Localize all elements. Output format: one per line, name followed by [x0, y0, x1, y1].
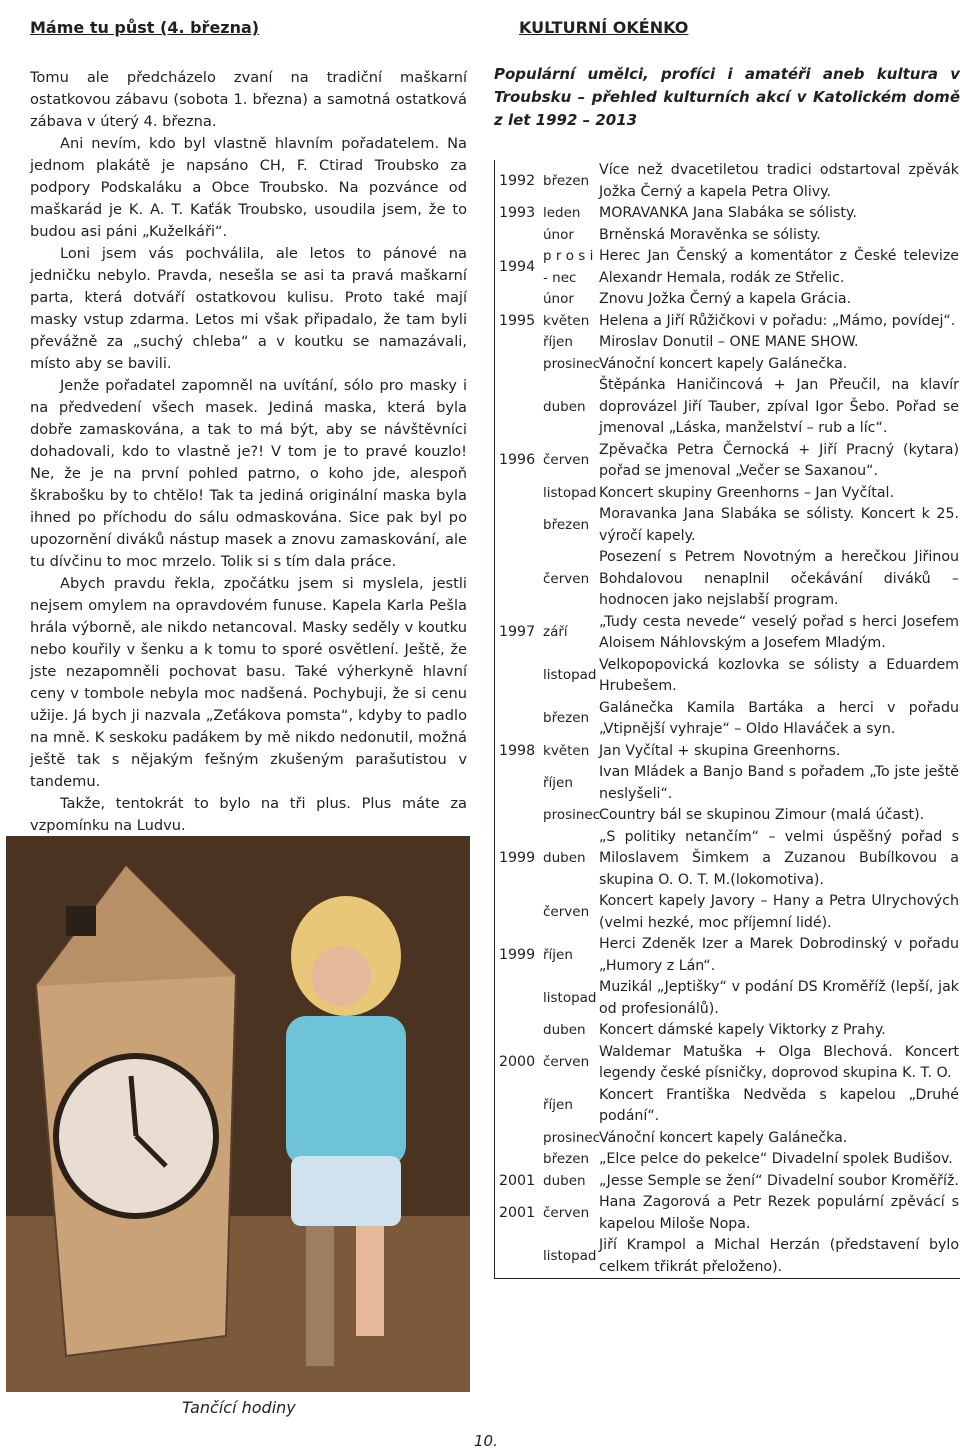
- table-row: [495, 246, 960, 289]
- table-row: [495, 741, 960, 763]
- event-cell: Hana Zagorová a Petr Rezek populární zpěvácí s kapelou Miloše Nopa.: [599, 1194, 959, 1232]
- month-cell: červen: [543, 570, 590, 587]
- table-row: [495, 289, 960, 311]
- event-cell: Ivan Mládek a Banjo Band s pořadem „To jste ještě neslyšeli“.: [599, 764, 959, 802]
- month-cell: listopad: [543, 1247, 597, 1264]
- table-row: [495, 1020, 960, 1042]
- table-row: [495, 160, 960, 203]
- year-cell: [495, 1128, 544, 1150]
- event-cell: Moravanka Jana Slabáka se sólisty. Koncert k 25. výročí kapely.: [599, 506, 959, 544]
- event-cell: Muzikál „Jeptišky“ v podání DS Kroměříž (lepší, jak od profesionálů).: [599, 979, 959, 1017]
- month-cell: listopad: [543, 989, 597, 1006]
- month-cell: říjen: [543, 946, 573, 963]
- table-row: [495, 354, 960, 376]
- year-cell: 1995: [499, 312, 536, 329]
- event-cell: Helena a Jiří Růžičkovi v pořadu: „Mámo, povídej“.: [599, 312, 956, 329]
- month-cell: duben: [543, 1022, 586, 1038]
- table-row: [495, 375, 960, 440]
- event-cell: Herec Jan Čenský a komentátor z České televize Alexandr Hemala, rodák ze Střelic.: [599, 248, 959, 286]
- month-cell: prosinec: [543, 1129, 601, 1146]
- month-cell: říjen: [543, 774, 573, 791]
- month-cell: červen: [543, 1204, 590, 1221]
- event-cell: „Tudy cesta nevede“ veselý pořad s herci Josefem Aloisem Náhlovským a Josefem Mladým.: [599, 613, 959, 651]
- event-cell: Štěpánka Haničincová + Jan Přeučil, na klavír doprovázel Jiří Tauber, zpíval Igor Šebo. Pořad se jmenoval „Láska, manželství – rub a líc“.: [599, 377, 959, 436]
- event-cell: Koncert dámské kapely Viktorky z Prahy.: [599, 1022, 886, 1038]
- event-cell: Miroslav Donutil – ONE MANE SHOW.: [599, 334, 859, 350]
- event-cell: MORAVANKA Jana Slabáka se sólisty.: [599, 205, 857, 221]
- paragraph-5: Abych pravdu řekla, zpočátku jsem si myslela, jestli nejsem omylem na opravdovém funuse. Kapela Karla Pešla hrála výborně, ale nikdo netancoval. Masky seděly v koutku nebo kouřily v šenku a k tomu to sporé osvětlení. Ještě, že jste nezapomněli pochovat basu. Také výherkyně hlavní ceny v tombole nebyla moc nadšená. Pochybuji, že si cenu užije. Já bych ji nazvala „Zeťákova pomsta“, kdyby to padlo na mně. K seskoku padákem by mě nikdo nedonutil, možná ještě tak s nějakým fešným zkušeným parašutistou v tandemu.: [30, 575, 467, 790]
- year-cell: [495, 805, 544, 827]
- year-cell: [495, 289, 544, 311]
- month-cell: březen: [543, 172, 590, 189]
- year-cell: [495, 375, 544, 440]
- month-cell: listopad: [543, 484, 597, 501]
- month-cell: říjen: [543, 1097, 573, 1114]
- month-cell: květen: [543, 742, 590, 759]
- year-cell: [495, 762, 544, 805]
- year-cell: [495, 504, 544, 547]
- year-cell: 2001: [499, 1204, 536, 1221]
- table-row: [495, 332, 960, 354]
- photo-illustration: [6, 836, 470, 1392]
- event-cell: Znovu Jožka Černý a kapela Grácia.: [599, 291, 852, 307]
- right-column: [494, 18, 960, 132]
- month-cell: červen: [543, 1054, 590, 1071]
- event-cell: Brněnská Moravěnka se sólisty.: [599, 226, 821, 243]
- year-cell: [495, 354, 544, 376]
- table-row: [495, 977, 960, 1020]
- table-row: [495, 698, 960, 741]
- month-cell: duben: [543, 850, 586, 866]
- paragraph-1: Tomu ale předcházelo zvaní na tradiční maškarní ostatkovou zábavu (sobota 1. března) a samotná ostatková zábava v úterý 4. března.: [30, 69, 467, 130]
- month-cell: duben: [543, 1172, 586, 1189]
- section-intro: Populární umělci, profíci i amatéři aneb kultura v Troubsku – přehled kulturních akcí v Katolickém domě z let 1992 – 2013: [494, 65, 960, 129]
- event-cell: Jiří Krampol a Michal Herzán (představení bylo celkem třikrát přeloženo).: [599, 1237, 959, 1275]
- year-cell: [495, 1149, 544, 1171]
- event-cell: Koncert Františka Nedvěda s kapelou „Druhé podání“.: [599, 1086, 959, 1124]
- year-cell: 1993: [499, 205, 536, 221]
- table-row: [495, 1085, 960, 1128]
- table-row: [495, 805, 960, 827]
- year-cell: [495, 1235, 544, 1279]
- table-row: [495, 827, 960, 892]
- photo-caption: Tančící hodiny: [182, 1398, 296, 1417]
- table-row: [495, 762, 960, 805]
- month-cell: únor: [543, 226, 574, 243]
- year-cell: 1998: [499, 742, 536, 759]
- month-cell: prosinec: [543, 355, 601, 372]
- event-cell: Vánoční koncert kapely Galánečka.: [599, 355, 848, 372]
- year-cell: [495, 1085, 544, 1128]
- year-cell: 1999: [499, 946, 536, 963]
- paragraph-3: Loni jsem vás pochválila, ale letos to pánové na jedničku nebylo. Pravda, nesešla se asi ta pravá maškarní parta, která dotváří ostatkovou kulisu. Proto také mají masky vstup zdarma. Letos mi však připadalo, že tam byli převážně za „suchý chleba“ a v koutku se namazávali, místo aby se bavili.: [30, 245, 467, 372]
- year-cell: [495, 332, 544, 354]
- year-cell: [495, 891, 544, 934]
- year-cell: [495, 225, 544, 247]
- year-cell: 1994: [499, 258, 536, 275]
- month-cell: prosinec: [543, 807, 601, 823]
- event-cell: „S politiky netančím“ – velmi úspěšný pořad s Miloslavem Šimkem a Zuzanou Bubílkovou a skupina O. O. T. M.(lokomotiva).: [599, 828, 959, 888]
- event-cell: Více než dvacetiletou tradici odstartoval zpěvák Jožka Černý a kapela Petra Olivy.: [599, 162, 959, 200]
- year-cell: 2000: [499, 1054, 536, 1071]
- year-cell: [495, 483, 544, 505]
- year-cell: [495, 655, 544, 698]
- paragraph-4: Jenže pořadatel zapomněl na uvítání, sólo pro masky i na předvedení všech masek. Jediná maska, která byla dobře zamaskována, a tak to má být, aby se návštěvníci dohadovali, kdo to vlastně je?! V tom je to pravé kouzlo! Ne, že je na první pohled patrno, o koho jde, alespoň škrabošku by to chtělo! Tak ta jediná originální maska byla ihned po příchodu do sálu odmaskována. Sice pak byl po upozornění diváků nástup masek a znovu zamaskování, ale tu dívčinu to moc mrzelo. Tolik si s tím dala práce.: [30, 377, 467, 570]
- event-cell: Zpěvačka Petra Černocká + Jiří Pracný (kytara) pořad se jmenoval „Večer se Saxanou“.: [599, 441, 959, 479]
- table-row: [495, 483, 960, 505]
- table-row: [495, 891, 960, 934]
- table-row: [495, 612, 960, 655]
- table-row: [495, 1128, 960, 1150]
- month-cell: květen: [543, 312, 590, 329]
- table-row: [495, 225, 960, 247]
- month-cell: červen: [543, 452, 590, 469]
- event-cell: Velkopopovická kozlovka se sólisty a Eduardem Hrubešem.: [599, 656, 959, 694]
- year-cell: 1992: [499, 172, 536, 189]
- paragraph-2: Ani nevím, kdo byl vlastně hlavním pořadatelem. Na jednom plakátě je napsáno CH, F. Ctirad Troubsko za podpory Podskaláku a Obce Troubsko. Na pozvánce od maškarád je K. A. T. Kaťák Troubsko, usoudila jsem, že to budou asi páni „Kuželkáři“.: [30, 135, 467, 240]
- year-cell: [495, 698, 544, 741]
- month-cell: březen: [543, 1151, 590, 1167]
- table-row: [495, 1192, 960, 1235]
- event-cell: Galánečka Kamila Bartáka a herci v pořadu „Vtipnější vyhraje“ – Oldo Hlaváček a syn.: [599, 699, 959, 737]
- event-cell: Vánoční koncert kapely Galánečka.: [599, 1129, 848, 1146]
- month-cell: únor: [543, 291, 574, 307]
- table-row: [495, 311, 960, 333]
- month-cell: březen: [543, 516, 590, 533]
- year-cell: 1996: [499, 452, 536, 469]
- month-cell: červen: [543, 903, 590, 920]
- table-row: [495, 1042, 960, 1085]
- event-cell: „Jesse Semple se žení“ Divadelní soubor Kroměříž.: [599, 1172, 959, 1189]
- month-cell: leden: [543, 205, 581, 221]
- month-cell: březen: [543, 710, 590, 727]
- table-row: [495, 547, 960, 612]
- year-cell: 1999: [499, 850, 536, 866]
- photo-dancing-clock: [6, 836, 470, 1392]
- event-cell: Koncert kapely Javory – Hany a Petra Ulrychových (velmi hezké, moc příjemní lidé).: [599, 893, 959, 931]
- table-row: [495, 440, 960, 483]
- year-cell: [495, 547, 544, 612]
- event-cell: Posezení s Petrem Novotným a herečkou Jiřinou Bohdalovou nenaplnil očekávání diváků – hodnocen jako nejslabší program.: [599, 549, 959, 608]
- event-cell: Jan Vyčítal + skupina Greenhorns.: [599, 742, 841, 759]
- year-cell: 2001: [499, 1172, 536, 1189]
- events-table: [494, 160, 960, 1279]
- event-cell: Waldemar Matuška + Olga Blechová. Koncert legendy české písničky, doprovod skupina K. T. O.: [599, 1043, 959, 1081]
- table-row: [495, 655, 960, 698]
- section-title: KULTURNÍ OKÉNKO: [519, 18, 689, 37]
- paragraph-6: Takže, tentokrát to bylo na tři plus. Plus máte za vzpomínku na Ludvu.: [30, 795, 467, 834]
- month-cell: p r o s i - nec: [543, 248, 594, 286]
- left-column: [30, 18, 467, 868]
- year-cell: [495, 1020, 544, 1042]
- table-row: [495, 1171, 960, 1193]
- event-cell: Herci Zdeněk Izer a Marek Dobrodinský v pořadu „Humory z Lán“.: [599, 936, 959, 974]
- events-table-body: [495, 160, 960, 1279]
- event-cell: Koncert skupiny Greenhorns – Jan Vyčítal.: [599, 484, 894, 501]
- table-row: [495, 203, 960, 225]
- event-cell: Country bál se skupinou Zimour (malá účast).: [599, 807, 925, 823]
- month-cell: září: [543, 624, 568, 641]
- page-number: 10.: [474, 1432, 498, 1450]
- table-row: [495, 934, 960, 977]
- table-row: [495, 504, 960, 547]
- month-cell: listopad: [543, 667, 597, 684]
- article-title: Máme tu půst (4. března): [30, 18, 260, 37]
- event-cell: „Elce pelce do pekelce“ Divadelní spolek Budišov.: [599, 1151, 953, 1167]
- table-row: [495, 1149, 960, 1171]
- year-cell: [495, 977, 544, 1020]
- table-row: [495, 1235, 960, 1279]
- month-cell: duben: [543, 398, 586, 415]
- month-cell: říjen: [543, 334, 573, 350]
- year-cell: 1997: [499, 624, 536, 641]
